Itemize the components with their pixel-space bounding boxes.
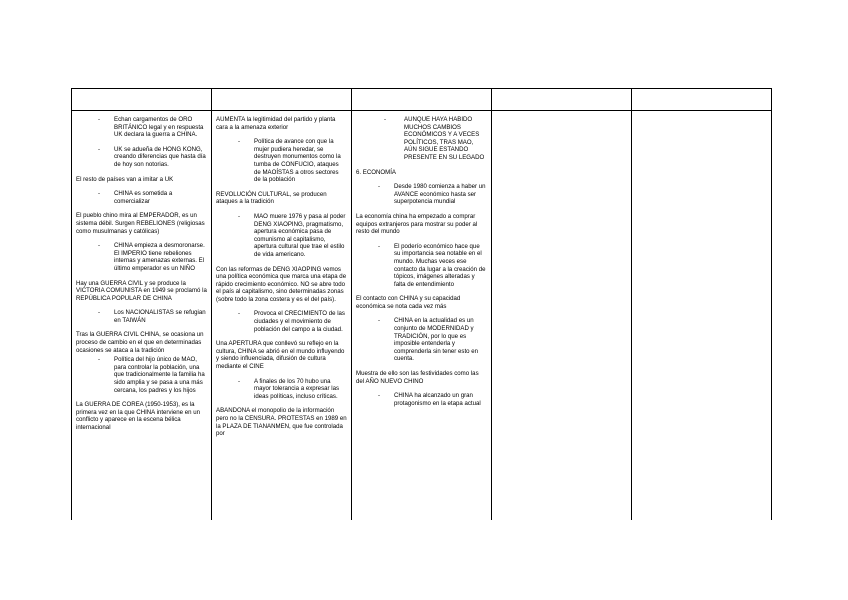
column-divider-3	[491, 88, 492, 520]
list-item: - UK se adueña de HONG KONG, creando diferencias que hasta día de hoy son notorias.	[98, 145, 206, 168]
table-border-left	[71, 88, 72, 520]
list-item: - AUNQUE HAYA HABIDO MUCHOS CAMBIOS ECONÓMICOS Y A VECES POLÍTICOS, TRAS MAO, AÚN SIGUE ESTANDO PRESENTE EN SU LEGADO	[384, 116, 485, 161]
column-2-content	[216, 116, 347, 445]
paragraph: AUMENTA la legitimidad del partido y planta cara a la amenaza exterior	[216, 116, 336, 131]
paragraph: REVOLUCIÓN CULTURAL, se producen ataques a la tradición	[216, 190, 327, 206]
column-divider-1	[211, 88, 212, 520]
paragraph: La economía china ha empezado a comprar equipos extranjeros para mostrar su poder al resto del mundo	[356, 212, 478, 236]
paragraph: ABANDONA el monopolio de la información pero no la CENSURA. PROTESTAS en 1989 en la PLAZA DE TIANANMEN, que fue controlada por	[216, 407, 347, 438]
paragraph: Muestra de ello son las festividades como las del AÑO NUEVO CHINO	[356, 370, 479, 385]
paragraph: Tras la GUERRA CIVIL CHINA, se ocasiona un proceso de cambio en el que en determinadas ocasiones se ataca a la tradición	[76, 331, 204, 354]
list-item: - CHINA ha alcanzado un gran protagonismo en la etapa actual	[378, 392, 481, 407]
table-border-top	[71, 88, 772, 89]
list-item: - CHINA empieza a desmoronarse. El IMPERIO tiene rebeliones internas y amenazas externas. El último emperador es un NIÑO	[98, 242, 205, 272]
list-item: - MAO muere 1976 y pasa al poder DENG XIAOPING, pragmatismo, apertura económica pasa de comunismo al capitalismo, apertura cultural que trae el estilo de vida americano.	[238, 212, 346, 258]
paragraph: El pueblo chino mira al EMPERADOR, es un sistema débil. Surgen REBELIONES (religiosas como musulmanas y católicas)	[76, 212, 205, 235]
list-item: - Política de avance con que la mujer pudiera heredar, se destruyen monumentos como la tumba de CONFUCIO, ataques de MAOÍSTAS a otros sectores de la población	[238, 138, 341, 184]
document-table	[71, 88, 772, 520]
paragraph: Una APERTURA que conllevó su reflejo en la cultura, CHINA se abrió en el mundo influyendo y siendo influenciada, difusión de cultura mediante el CINE	[216, 340, 345, 371]
list-item: - Desde 1980 comienza a haber un AVANCE económico hasta ser superpotencia mundial	[378, 183, 486, 206]
list-item: - El poderío económico hace que su importancia sea notable en el mundo. Muchas veces ese contacto da lugar a la creación de tópicos, imágenes alteradas y falta de entendimiento	[378, 242, 486, 288]
section-heading: 6. ECONOMÍA	[356, 168, 396, 176]
paragraph: La GUERRA DE COREA (1950-1953), es la primera vez en la que CHINA interviene en un conflicto y aparece en la escena bélica internacional	[76, 401, 200, 431]
list-item: - Política del hijo único de MAO, para controlar la población, una que tradicionalmente la familia ha sido amplia y se pasa a una más cercana, los padres y los hijos	[98, 356, 205, 394]
paragraph: Hay una GUERRA CIVIL y se produce la VICTORIA COMUNISTA en 1949 se proclamó la REPÚBLICA POPULAR DE CHINA	[76, 279, 207, 302]
paragraph: El contacto con CHINA y su capacidad económica se nota cada vez más	[356, 295, 461, 310]
column-divider-4	[631, 88, 632, 520]
list-item: - Los NACIONALISTAS se refugian en TAIWÁN	[98, 309, 206, 324]
column-divider-2	[351, 88, 352, 520]
list-item: - CHINA es sometida a comercializar	[98, 190, 173, 205]
list-item: - A finales de los 70 hubo una mayor tolerancia a expresar las ideas políticas, incluso críticas.	[238, 377, 340, 400]
paragraph: Con las reformas de DENG XIAOPING vemos una política económica que marca una etapa de rápido crecimiento económico. NO se abre todo el país al capitalismo, sino determinadas zonas (sobre todo la zona costera y es el del país).	[216, 265, 347, 303]
list-item: - Echan cargamentos de ORO BRITÁNICO legal y en respuesta UK declara la guerra a CHINA.	[98, 116, 204, 139]
list-item: - Provoca el CRECIMIENTO de las ciudades y el movimiento de población del campo a la ciudad.	[238, 310, 345, 333]
list-item: - CHINA en la actualidad es un conjunto de MODERNIDAD y TRADICIÓN, por lo que es imposible entenderla y comprenderla sin tener esto en cuenta.	[378, 317, 479, 363]
table-border-right	[771, 88, 772, 520]
header-row-divider	[71, 110, 772, 111]
paragraph: El resto de países van a imitar a UK	[76, 175, 174, 183]
column-3-content	[356, 116, 487, 414]
column-1-content	[76, 116, 207, 439]
